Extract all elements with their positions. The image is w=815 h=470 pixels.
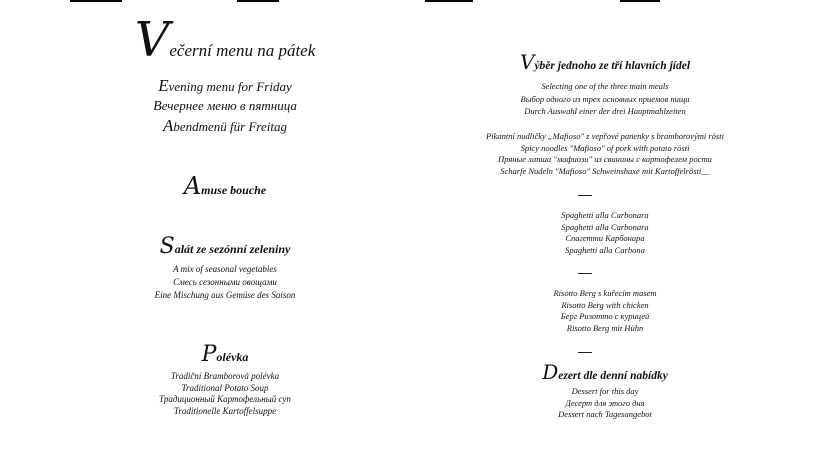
soup-line-de: Traditionelle Kartoffelsuppe	[173, 405, 277, 416]
dish3-line: Risotto Berg with chicken	[561, 299, 649, 310]
menu-subtitles	[110, 76, 340, 136]
dish2-line: Spaghetti alla Carbona	[565, 244, 645, 255]
soup-heading: Polévka	[201, 342, 249, 367]
main-course-heading: Výběr jednoho ze tří hlavních jídel	[519, 50, 691, 74]
dish2-line: Спагетти Карбонара	[565, 233, 645, 243]
salad-heading: Salát ze sezónní zeleniny	[159, 234, 291, 259]
subtitle-en: Evening menu for Friday	[158, 76, 292, 95]
soup-line-cs: Tradiční Bramborová polévka	[170, 371, 280, 381]
dish2-line: Spaghetti alla Carbonara	[561, 221, 649, 232]
separator	[578, 195, 592, 196]
subtitle-de: Abendmenü für Freitag	[162, 116, 287, 135]
top-mark	[620, 0, 660, 2]
separator	[578, 273, 592, 274]
salad-line-ru: Смесь сезонными овощами	[173, 277, 277, 287]
dish3-line: Risotto Berg s kuřecím masem	[553, 288, 657, 298]
salad-line-de: Eine Mischung aus Gemüse des Saison	[154, 290, 296, 300]
dessert-heading: Dezert dle denní nabídky	[542, 360, 668, 384]
top-mark	[425, 0, 473, 2]
menu-title	[110, 12, 340, 68]
dish1-cs: Pikantní nudličky „Mafioso" z vepřové panenky s bramborovými rösti	[486, 131, 724, 141]
dish1-en: Spicy noodles "Mafioso" of pork with potato rösti	[520, 142, 690, 153]
dessert-section	[440, 360, 770, 421]
menu-title-rest: ečerní menu na pátek	[169, 41, 316, 60]
soup-line-ru: Традиционный Картофельный суп	[159, 394, 291, 404]
dish-risotto	[440, 288, 770, 334]
dessert-line-de: Dessert nach Tagesangebot	[558, 409, 652, 419]
soup-section	[110, 342, 340, 417]
dish1-de: Scharfe Nudeln "Mafioso" Schweinshaxe mit Kartoffelrösti__	[500, 165, 710, 176]
menu-title-block	[110, 12, 340, 68]
dish3-line: Risotto Berg mit Hühn	[566, 322, 644, 333]
dish-carbonara	[440, 210, 770, 256]
main-line-ru: Выбор одного из трех основных приемов пищи	[520, 93, 690, 104]
main-line-de: Durch Auswahl einer der drei Hauptmahlzeiten	[524, 106, 686, 116]
amuse-bouche-heading: Amuse bouche	[183, 172, 267, 200]
subtitle-ru: Вечернее меню в пятница	[153, 98, 297, 114]
dish1-ru: Пряные лапша "мафиози" из свинины с картофелем рости	[498, 154, 712, 164]
soup-line-en: Traditional Potato Soup	[181, 382, 269, 393]
salad-line-cs: A mix of seasonal vegetables	[173, 264, 277, 274]
dessert-line-en: Dessert for this day	[571, 386, 639, 396]
top-mark	[70, 0, 122, 2]
dish2-line: Spaghetti alla Carbonara	[561, 210, 649, 220]
top-mark	[237, 0, 279, 2]
main-line-en: Selecting one of the three main meals	[541, 81, 669, 91]
main-course-section	[440, 50, 770, 118]
separator	[578, 352, 592, 353]
salad-section	[110, 234, 340, 302]
menu-title-cap: V	[134, 12, 170, 68]
dish-mafioso	[440, 131, 770, 177]
dish3-line: Берг Ризотто с курицей	[560, 311, 650, 321]
dessert-line-ru: Десерт для этого дня	[565, 397, 645, 408]
